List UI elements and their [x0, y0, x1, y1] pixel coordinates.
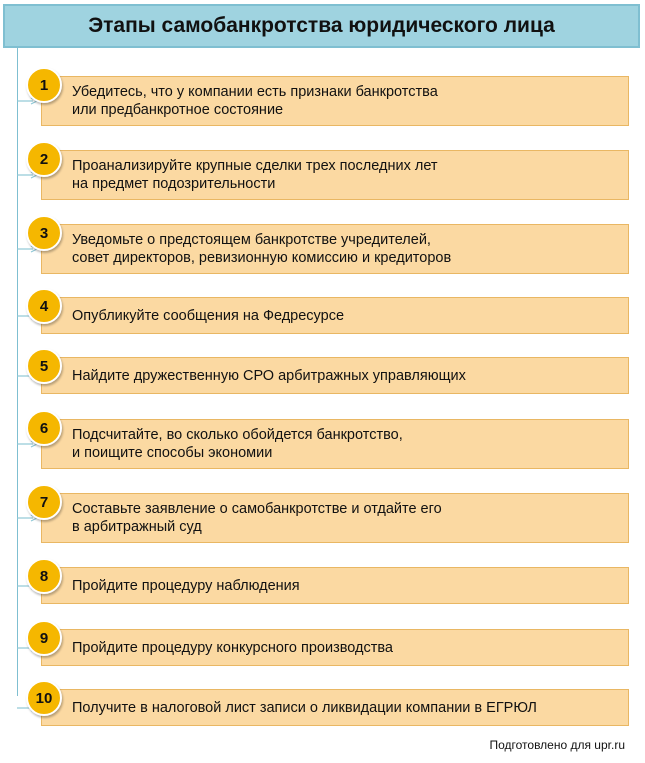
- step-text-line: Пройдите процедуру конкурсного производства: [72, 639, 393, 656]
- step-box: [41, 297, 629, 334]
- step-text-line: на предмет подозрительности: [72, 176, 276, 192]
- step-box: [41, 629, 629, 666]
- step-box: [41, 150, 629, 200]
- step-text: [72, 500, 442, 536]
- step-text-line: Проанализируйте крупные сделки трех последних лет: [72, 158, 438, 174]
- step-10: [17, 689, 629, 726]
- step-text: [72, 83, 438, 119]
- step-text-line: в арбитражный суд: [72, 519, 202, 535]
- step-text: [72, 231, 451, 267]
- step-number-badge: 5: [26, 348, 62, 384]
- step-number-badge: 9: [26, 620, 62, 656]
- credit-text: Подготовлено для upr.ru: [489, 738, 625, 752]
- step-box: [41, 224, 629, 274]
- step-text-line: Уведомьте о предстоящем банкротстве учредителей,: [72, 232, 431, 248]
- step-box: [41, 689, 629, 726]
- step-1: [17, 76, 629, 126]
- step-number-badge: 10: [26, 680, 62, 716]
- step-number-badge: 4: [26, 288, 62, 324]
- step-text: [72, 639, 393, 657]
- step-number-badge: 1: [26, 67, 62, 103]
- step-box: [41, 419, 629, 469]
- step-text-line: Убедитесь, что у компании есть признаки банкротства: [72, 84, 438, 100]
- step-number-badge: 2: [26, 141, 62, 177]
- step-text-line: Получите в налоговой лист записи о ликвидации компании в ЕГРЮЛ: [72, 699, 537, 716]
- step-8: [17, 567, 629, 604]
- step-text: [72, 307, 344, 325]
- step-number-badge: 3: [26, 215, 62, 251]
- step-text-line: Опубликуйте сообщения на Федресурсе: [72, 307, 345, 324]
- step-text-line: или предбанкротное состояние: [72, 102, 284, 118]
- step-box: [41, 567, 629, 604]
- step-number-badge: 8: [26, 558, 62, 594]
- page-title: Этапы самобанкротства юридического лица: [3, 4, 640, 48]
- step-number-badge: 7: [26, 484, 62, 520]
- step-2: [17, 150, 629, 200]
- step-text-line: Подсчитайте, во сколько обойдется банкротство,: [72, 427, 403, 443]
- step-text: [72, 699, 537, 717]
- step-text-line: Найдите дружественную СРО арбитражных управляющих: [72, 367, 466, 384]
- step-3: [17, 224, 629, 274]
- step-number-badge: 6: [26, 410, 62, 446]
- step-5: [17, 357, 629, 394]
- step-9: [17, 629, 629, 666]
- step-6: [17, 419, 629, 469]
- step-text-line: совет директоров, ревизионную комиссию и кредиторов: [72, 250, 452, 266]
- step-text-line: Пройдите процедуру наблюдения: [72, 577, 300, 594]
- step-text-line: и поищите способы экономии: [72, 445, 273, 461]
- step-text: [72, 367, 466, 385]
- step-box: [41, 76, 629, 126]
- step-text: [72, 426, 403, 462]
- step-text-line: Составьте заявление о самобанкротстве и отдайте его: [72, 501, 442, 517]
- step-7: [17, 493, 629, 543]
- step-text: [72, 157, 438, 193]
- step-4: [17, 297, 629, 334]
- step-box: [41, 357, 629, 394]
- step-box: [41, 493, 629, 543]
- step-text: [72, 577, 300, 595]
